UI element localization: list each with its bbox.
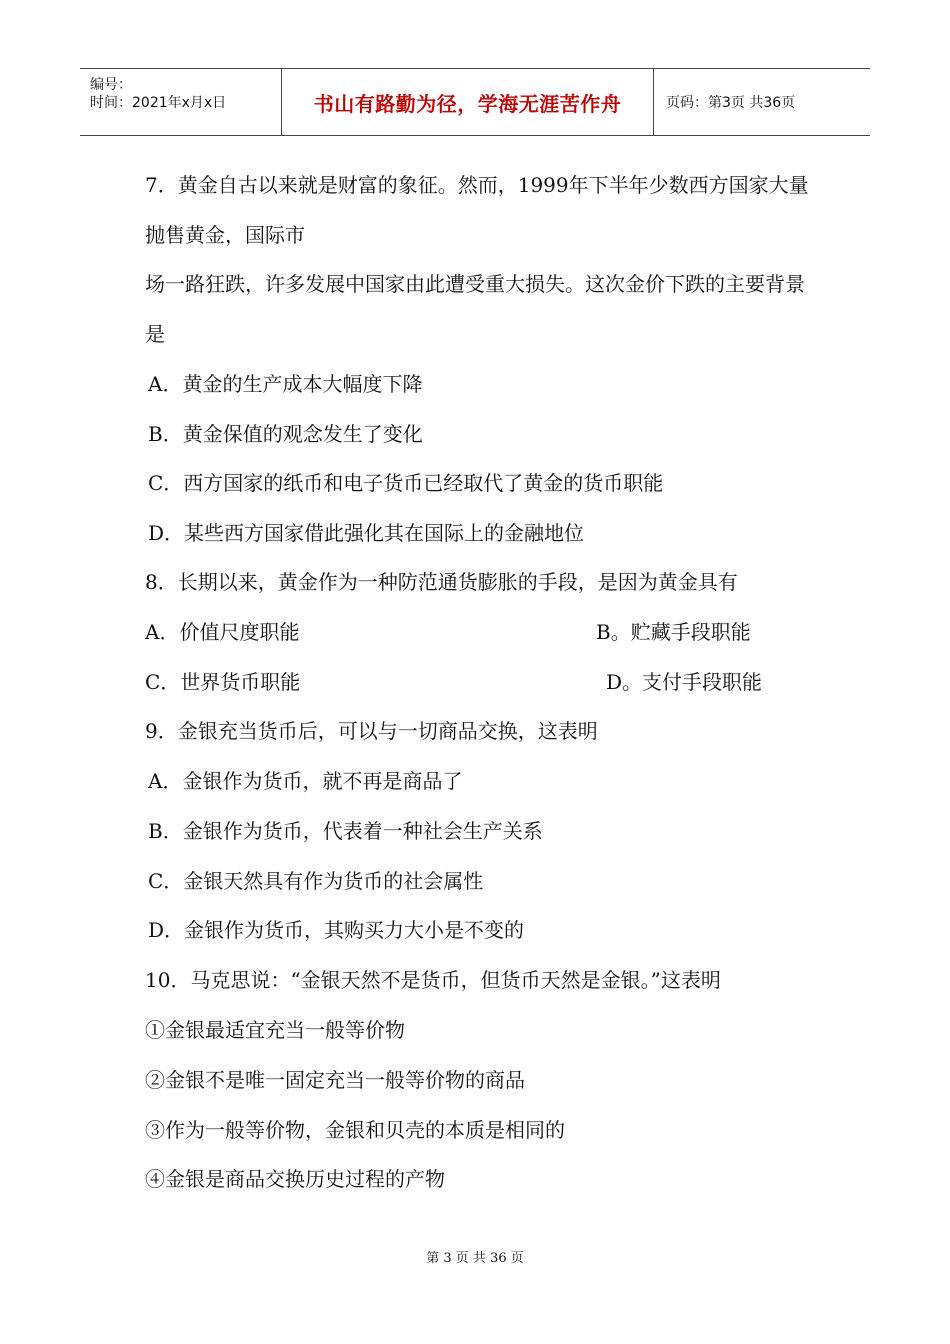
q7-option-a: A．黄金的生产成本大幅度下降 — [148, 372, 423, 396]
q10-item-4: ④金银是商品交换历史过程的产物 — [145, 1167, 445, 1191]
motto-text: 书山有路勤为径，学海无涯苦作舟 — [313, 91, 622, 116]
q10-stem: 10．马克思说：“金银天然不是货币，但货币天然是金银。”这表明 — [145, 968, 721, 992]
q9-option-c: C．金银天然具有作为货币的社会属性 — [148, 869, 484, 893]
q9-stem: 9．金银充当货币后，可以与一切商品交换，这表明 — [145, 719, 598, 743]
q8-option-c: C．世界货币职能 — [145, 670, 301, 694]
q8-option-a: A．价值尺度职能 — [145, 620, 300, 644]
q7-option-c: C．西方国家的纸币和电子货币已经取代了黄金的货币职能 — [148, 471, 664, 495]
q8-option-d: D。支付手段职能 — [606, 670, 763, 694]
q10-item-2: ②金银不是唯一固定充当一般等价物的商品 — [145, 1068, 525, 1092]
q8-stem: 8．长期以来，黄金作为一种防范通货膨胀的手段，是因为黄金具有 — [145, 570, 738, 594]
q9-option-d: D．金银作为货币，其购买力大小是不变的 — [148, 918, 525, 942]
time-label: 时间：2021年x月x日 — [90, 95, 227, 111]
q7-stem-line-2: 抛售黄金，国际市 — [145, 223, 305, 247]
q7-stem-line-3: 场一路狂跌，许多发展中国家由此遭受重大损失。这次金价下跌的主要背景 — [145, 272, 805, 296]
page-footer: 第 3 页 共 36 页 — [426, 1251, 524, 1266]
number-label: 编号： — [90, 77, 132, 93]
header-motto-cell — [282, 69, 654, 135]
q9-option-b: B．金银作为货币，代表着一种社会生产关系 — [148, 819, 543, 843]
q9-option-a: A．金银作为货币，就不再是商品了 — [148, 769, 463, 793]
q8-option-b: B。贮藏手段职能 — [596, 620, 751, 644]
page-label: 页码：第3页 共36页 — [666, 95, 796, 111]
page-header — [80, 68, 870, 136]
header-meta-cell — [80, 69, 282, 135]
q7-stem-line-4: 是 — [145, 322, 165, 346]
header-page-cell — [654, 69, 870, 135]
q7-stem-line-1: 7．黄金自古以来就是财富的象征。然而，1999年下半年少数西方国家大量 — [145, 173, 809, 197]
q7-option-b: B．黄金保值的观念发生了变化 — [148, 422, 423, 446]
q10-item-3: ③作为一般等价物，金银和贝壳的本质是相同的 — [145, 1118, 565, 1142]
q7-option-d: D．某些西方国家借此强化其在国际上的金融地位 — [148, 521, 585, 545]
q10-item-1: ①金银最适宜充当一般等价物 — [145, 1018, 405, 1042]
